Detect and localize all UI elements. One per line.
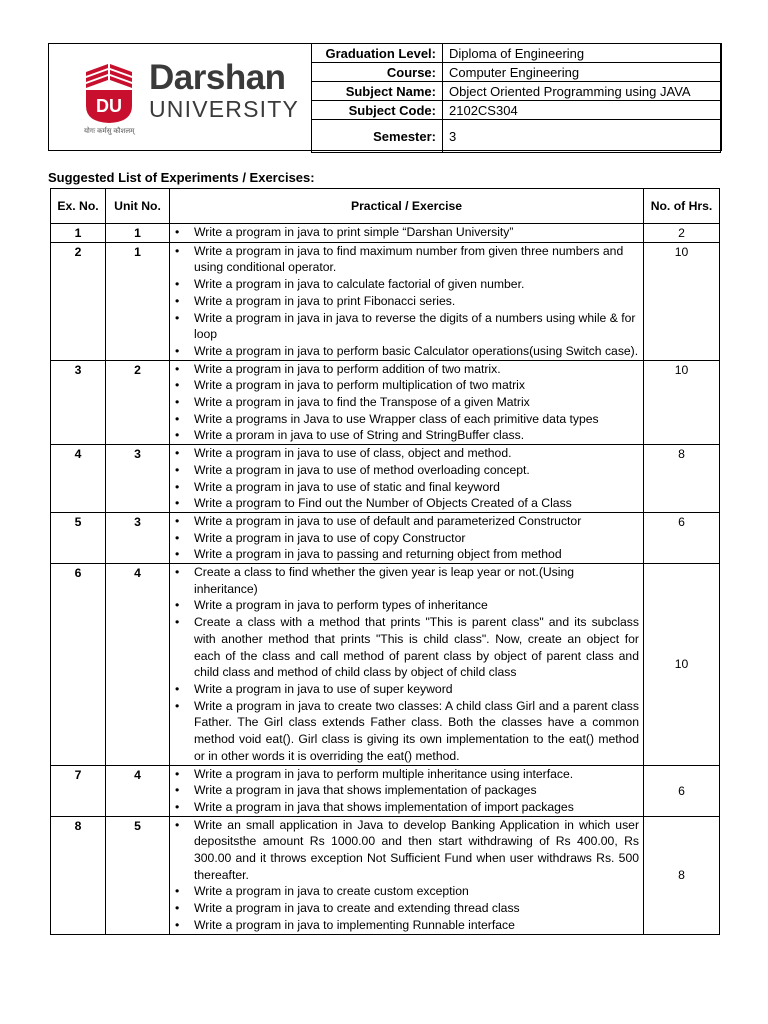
- practical-cell: [170, 564, 644, 765]
- info-row-graduation: [312, 44, 721, 63]
- exercise-item: • Write a program in java to perform basic Calculator operations(using Switch case).: [170, 343, 643, 360]
- exercise-item: • Write a program in java to perform types of inheritance: [170, 597, 643, 614]
- table-row: [51, 564, 720, 765]
- exercise-item: • Write a programs in Java to use Wrapper class of each primitive data types: [170, 411, 643, 428]
- exercise-list: [170, 817, 643, 934]
- ex-no-cell: 3: [51, 360, 106, 445]
- practical-cell: [170, 816, 644, 934]
- ex-no-cell: 8: [51, 816, 106, 934]
- info-row-subject-name: [312, 82, 721, 101]
- course-info-table: [311, 43, 721, 153]
- hours-cell: 10: [644, 360, 720, 445]
- exercise-item: • Write an small application in Java to develop Banking Application in which user depositsthe amount Rs 1000.00 and then start withdrawing of Rs 400.00, Rs 300.00 and it throws exception Not Sufficient Fund when user withdraws Rs. 500 thereafter.: [170, 817, 643, 884]
- exercise-item: • Write a program in java to use of default and parameterized Constructor: [170, 513, 643, 530]
- exercise-item: • Write a program in java in java to reverse the digits of a numbers using while & for loop: [170, 310, 643, 343]
- hours-cell: 8: [644, 445, 720, 513]
- hours-cell: 6: [644, 512, 720, 563]
- hours-cell: 8: [644, 816, 720, 934]
- unit-no-cell: 4: [106, 564, 170, 765]
- tagline: योगः कर्मसु कौशलम्: [84, 128, 135, 135]
- unit-no-cell: 5: [106, 816, 170, 934]
- brand-name: Darshan: [149, 58, 286, 97]
- logo-letters: DU: [96, 96, 122, 116]
- exercise-item: • Write a program in java that shows implementation of packages: [170, 782, 643, 799]
- experiments-table: [50, 188, 720, 935]
- practical-cell: [170, 765, 644, 816]
- exercise-list: [170, 766, 643, 816]
- table-row: [51, 765, 720, 816]
- table-row: [51, 242, 720, 360]
- exercise-item: • Create a class to find whether the given year is leap year or not.(Using inheritance): [170, 564, 643, 597]
- info-value: Object Oriented Programming using JAVA: [443, 82, 721, 101]
- info-label: Graduation Level:: [312, 44, 443, 63]
- exercise-list: [170, 243, 643, 360]
- hours-cell: 10: [644, 564, 720, 765]
- hours-cell: 10: [644, 242, 720, 360]
- exercise-item: • Write a program in java to find the Transpose of a given Matrix: [170, 394, 643, 411]
- exercise-list: [170, 513, 643, 563]
- info-label: Subject Code:: [312, 101, 443, 120]
- unit-no-cell: 3: [106, 445, 170, 513]
- exercise-item: • Write a program to Find out the Number of Objects Created of a Class: [170, 495, 643, 512]
- exercise-item: • Write a program in java to create two classes: A child class Girl and a parent class Father. The Girl class extends Father class. Both the classes have a common method void eat(). Girl class is giving its own implementation to the eat() method or in other words it is overriding the eat() method.: [170, 698, 643, 765]
- info-row-course: [312, 63, 721, 82]
- exercise-item: • Write a proram in java to use of String and StringBuffer class.: [170, 427, 643, 444]
- exercise-item: • Write a program in java to print Fibonacci series.: [170, 293, 643, 310]
- exercise-list: [170, 564, 643, 764]
- ex-no-cell: 5: [51, 512, 106, 563]
- unit-no-cell: 1: [106, 224, 170, 243]
- exercise-item: • Write a program in java to use of static and final keyword: [170, 479, 643, 496]
- exercise-item: • Write a program in java to use of class, object and method.: [170, 445, 643, 462]
- exercise-item: • Write a program in java to perform multiplication of two matrix: [170, 377, 643, 394]
- table-row: [51, 512, 720, 563]
- ex-no-cell: 1: [51, 224, 106, 243]
- exercise-item: • Write a program in java to create custom exception: [170, 883, 643, 900]
- table-row: [51, 360, 720, 445]
- info-value: 2102CS304: [443, 101, 721, 120]
- unit-no-cell: 2: [106, 360, 170, 445]
- unit-no-cell: 3: [106, 512, 170, 563]
- university-logo: [49, 44, 311, 150]
- exercise-list: [170, 445, 643, 512]
- table-row: [51, 224, 720, 243]
- exercise-item: • Write a program in java to find maximum number from given three numbers and using conditional operator.: [170, 243, 643, 276]
- ex-no-cell: 7: [51, 765, 106, 816]
- practical-cell: [170, 360, 644, 445]
- header-practical: Practical / Exercise: [170, 189, 644, 224]
- document-header: [48, 43, 722, 151]
- header-hrs: No. of Hrs.: [644, 189, 720, 224]
- exercise-item: • Write a program in java to perform multiple inheritance using interface.: [170, 766, 643, 783]
- info-label: Subject Name:: [312, 82, 443, 101]
- header-unit-no: Unit No.: [106, 189, 170, 224]
- exercise-item: • Write a program in java to implementing Runnable interface: [170, 917, 643, 934]
- table-header-row: [51, 189, 720, 224]
- unit-no-cell: 4: [106, 765, 170, 816]
- info-value: Computer Engineering: [443, 63, 721, 82]
- brand-sub: UNIVERSITY: [149, 96, 300, 122]
- exercise-item: • Write a program in java to perform addition of two matrix.: [170, 361, 643, 378]
- exercise-item: • Write a program in java to passing and returning object from method: [170, 546, 643, 563]
- exercise-item: • Write a program in java to calculate factorial of given number.: [170, 276, 643, 293]
- ex-no-cell: 2: [51, 242, 106, 360]
- table-row: [51, 445, 720, 513]
- ex-no-cell: 6: [51, 564, 106, 765]
- darshan-logo-icon: [84, 62, 142, 124]
- info-value: 3: [443, 120, 721, 153]
- experiments-body: [51, 224, 720, 935]
- info-label: Semester:: [312, 120, 443, 153]
- practical-cell: [170, 224, 644, 243]
- exercise-item: • Write a program in java that shows implementation of import packages: [170, 799, 643, 816]
- exercise-item: • Write a program in java to use of super keyword: [170, 681, 643, 698]
- info-label: Course:: [312, 63, 443, 82]
- practical-cell: [170, 242, 644, 360]
- practical-cell: [170, 512, 644, 563]
- exercise-item: • Create a class with a method that prints "This is parent class" and its subclass with another method that prints "This is child class". Now, create an object for each of the class and call method of parent class by object of parent class and child class and method of child class by object of child class: [170, 614, 643, 681]
- header-ex-no: Ex. No.: [51, 189, 106, 224]
- exercise-item: • Write a program in java to use of method overloading concept.: [170, 462, 643, 479]
- exercise-item: • Write a program in java to create and extending thread class: [170, 900, 643, 917]
- ex-no-cell: 4: [51, 445, 106, 513]
- info-value: Diploma of Engineering: [443, 44, 721, 63]
- hours-cell: 6: [644, 765, 720, 816]
- unit-no-cell: 1: [106, 242, 170, 360]
- exercise-item: • Write a program in java to use of copy Constructor: [170, 530, 643, 547]
- info-row-subject-code: [312, 101, 721, 120]
- table-row: [51, 816, 720, 934]
- list-title: Suggested List of Experiments / Exercises:: [48, 170, 315, 185]
- exercise-list: [170, 224, 643, 241]
- exercise-item: • Write a program in java to print simple “Darshan University”: [170, 224, 643, 241]
- exercise-list: [170, 361, 643, 445]
- practical-cell: [170, 445, 644, 513]
- info-row-semester: [312, 120, 721, 153]
- hours-cell: 2: [644, 224, 720, 243]
